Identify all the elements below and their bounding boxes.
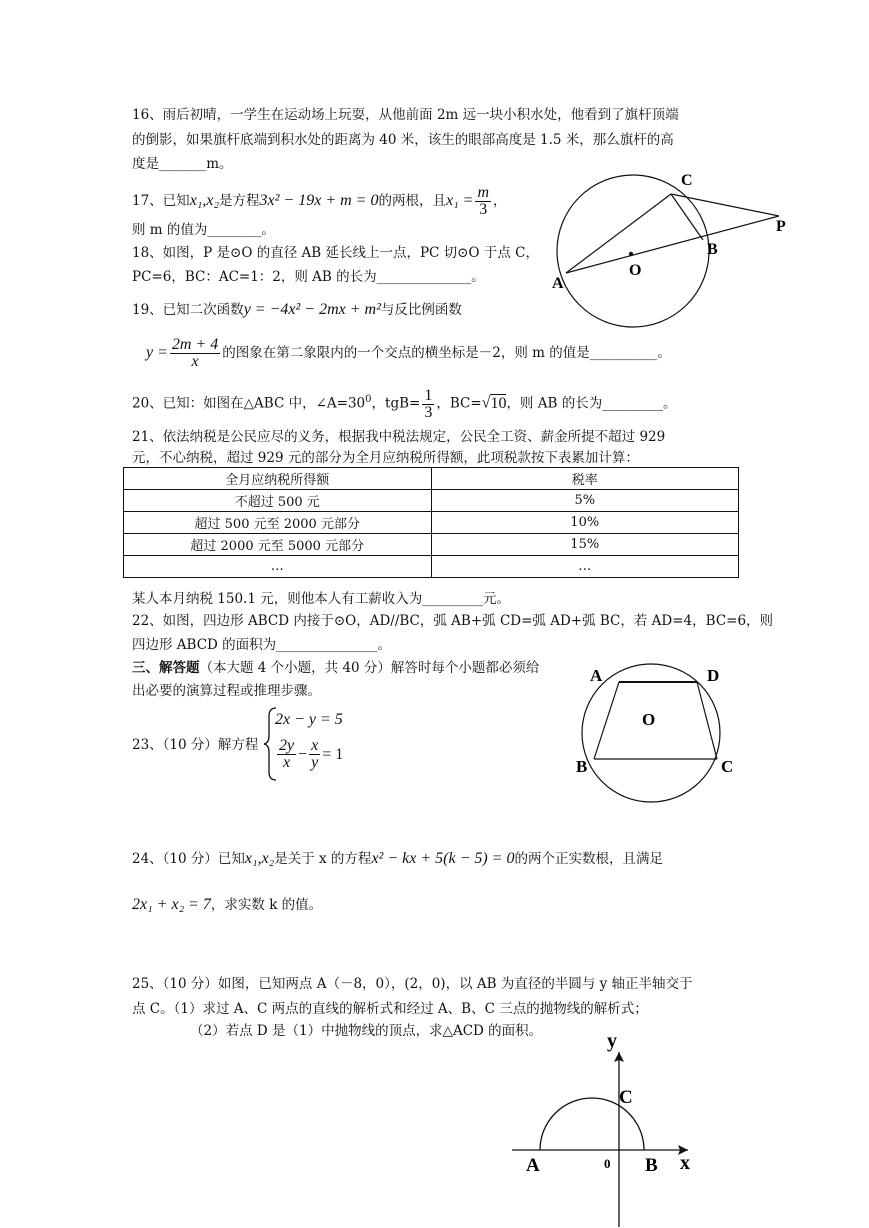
section3-title: 三、解答题	[132, 660, 200, 676]
section3-line1-rest: （本大题 4 个小题，共 40 分）解答时每个小题都必须给	[199, 660, 540, 676]
fig25-label-b: B	[645, 1155, 658, 1176]
q19-suffix: 与反比例函数	[380, 302, 462, 318]
fig18-label-b: B	[707, 241, 718, 258]
q20-suffix: ，则 AB 的长为_________。	[506, 395, 677, 412]
q19-frac-den: x	[191, 353, 199, 370]
fig18-line-cp	[671, 194, 779, 216]
q25-line1: 25、（10 分）如图，已知两点 A（－8，0），(2，0)，以 AB 为直径的半圆与 y 轴正半轴交于	[132, 976, 693, 992]
q23-frac2-den: y	[311, 754, 319, 771]
tax-rate-table	[123, 467, 739, 578]
q24-cond-suffix: ，求实数 k 的值。	[210, 897, 323, 913]
figure-q22	[572, 655, 752, 813]
q24-condition: 2x₁ + x₂ = 7	[132, 896, 211, 913]
q19-prefix: 19、已知二次函数	[132, 302, 244, 318]
q17-vars: x₁,x₂	[189, 192, 220, 209]
table-cell: 不超过 500 元	[124, 490, 432, 512]
q17-frac-den: 3	[479, 201, 488, 218]
q17-equation: 3x² − 19x + m = 0	[259, 192, 379, 209]
fig22-label-c: C	[721, 757, 734, 776]
q21-after: 某人本月纳税 150.1 元，则他本人有工薪收入为_________元。	[132, 591, 510, 607]
fig22-label-d: D	[707, 666, 720, 685]
fig22-line-ab	[594, 682, 619, 759]
q16-line3: 度是_______m。	[132, 156, 233, 172]
q20-frac-num: 1	[424, 386, 433, 404]
table-cell: 5%	[431, 490, 739, 512]
table-row	[124, 490, 739, 512]
q24-prefix: 24、（10 分）已知	[132, 851, 245, 867]
table-cell: …	[431, 556, 739, 578]
q19-quadratic: y = −4x² − 2mx + m²	[243, 301, 381, 318]
q23-eq1: 2x − y = 5	[275, 711, 343, 728]
fig25-label-c: C	[619, 1087, 633, 1108]
q23-frac1	[277, 738, 296, 771]
q20-sqrt: √10	[481, 394, 507, 412]
figure-q25	[505, 1022, 705, 1228]
q23-minus: −	[298, 746, 308, 763]
q24-line1	[132, 849, 663, 869]
table-header-rate: 税率	[431, 468, 739, 490]
q23-frac1-num: 2y	[279, 737, 295, 754]
fig25-label-x: x	[680, 1152, 690, 1174]
q24-line2	[132, 895, 322, 915]
q20-sqrt-value: 10	[490, 394, 507, 412]
q24-equation: x² − kx + 5(k − 5) = 0	[371, 850, 515, 867]
table-cell: 15%	[431, 534, 739, 556]
q23-eq2	[275, 738, 343, 771]
q19-frac-num: 2m + 4	[171, 336, 219, 353]
table-header-income: 全月应纳税所得额	[124, 468, 432, 490]
q19-line1	[132, 300, 462, 320]
q20-degree: 0	[365, 394, 372, 405]
q24-middle: 是关于 x 的方程	[274, 851, 372, 867]
section3-line2: 出必要的演算过程或推理步骤。	[132, 683, 321, 699]
q23-prefix: 23、（10 分）解方程	[132, 737, 259, 753]
q20-tg: ，tgB=	[371, 395, 421, 412]
table-row	[124, 556, 739, 578]
fig18-label-a: A	[552, 275, 564, 292]
q16-line1: 16、雨后初晴，一学生在运动场上玩耍，从他前面 2m 远一块小积水处，他看到了旗杆顶端	[132, 107, 679, 123]
table-row	[124, 534, 739, 556]
q20-prefix: 20、已知：如图在△ABC 中，∠A=30	[132, 395, 366, 412]
q20-line	[132, 382, 676, 422]
table-header-row	[124, 468, 739, 490]
fig22-label-b: B	[576, 757, 588, 776]
q17-middle: 是方程	[219, 193, 260, 209]
q19-lhs: y =	[146, 344, 168, 361]
fig18-line-ac	[566, 194, 671, 273]
q23-rhs: = 1	[322, 746, 344, 763]
q23-frac1-den: x	[283, 754, 291, 771]
fig18-line-cb	[671, 194, 703, 240]
fig18-label-o: O	[629, 262, 642, 279]
table-cell: 超过 500 元至 2000 元部分	[124, 512, 432, 534]
table-cell: …	[124, 556, 432, 578]
fig18-line-ap	[566, 216, 779, 273]
fig18-label-p: P	[776, 218, 786, 235]
q17-suffix: 的两根，且	[378, 193, 446, 209]
q24-vars: x₁,x₂	[244, 850, 275, 867]
q21-line1: 21、依法纳税是公民应尽的义务，根据我中税法规定，公民全工资、薪金所提不超过 929	[132, 429, 666, 445]
q19-line2-rest: 的图象在第二象限内的一个交点的横坐标是－2，则 m 的值是__________。	[222, 345, 671, 361]
q22-line1: 22、如图，四边形 ABCD 内接于⊙O，AD//BC，弧 AB+弧 CD=弧 AD+弧 BC，若 AD=4，BC=6，则	[132, 613, 774, 629]
fig18-center-dot	[629, 252, 633, 256]
section3-line1	[132, 659, 539, 677]
q23-frac2-num: x	[311, 737, 319, 754]
fig25-label-origin: 0	[604, 1156, 611, 1171]
q17-prefix: 17、已知	[132, 193, 190, 209]
table-cell: 超过 2000 元至 5000 元部分	[124, 534, 432, 556]
q21-line2: 元，不心纳税，超过 929 元的部分为全月应纳税所得额，此项税款按下表累加计算：	[132, 450, 639, 466]
q18-line2: PC=6，BC：AC=1：2，则 AB 的长为______________。	[132, 269, 485, 285]
table-row	[124, 512, 739, 534]
q18-line1: 18、如图，P 是⊙O 的直径 AB 延长线上一点，PC 切⊙O 于点 C，	[132, 245, 539, 261]
fig25-label-y: y	[607, 1030, 617, 1052]
q25-line3: （2）若点 D 是（1）中抛物线的顶点，求△ACD 的面积。	[190, 1023, 543, 1039]
figure-q18	[545, 165, 795, 335]
q20-bc: ，BC=	[436, 395, 482, 412]
q20-fraction	[422, 388, 434, 421]
q17-frac-num: m	[477, 184, 489, 201]
table-cell: 10%	[431, 512, 739, 534]
fig25-label-a: A	[526, 1155, 540, 1176]
fig18-circle	[557, 175, 709, 327]
q17-line2: 则 m 的值为________。	[132, 222, 275, 238]
fig22-label-o: O	[642, 710, 656, 729]
q19-fraction	[170, 337, 220, 370]
q17-fraction	[475, 185, 491, 218]
q20-frac-den: 3	[424, 403, 433, 421]
fig18-label-c: C	[681, 172, 693, 189]
fig22-label-a: A	[590, 666, 603, 685]
q16-line2: 的倒影，如果旗杆底端到积水处的距离为 40 米，该生的眼部高度是 1.5 米，那么旗杆的高	[132, 132, 674, 148]
q22-line2: 四边形 ABCD 的面积为_______________。	[132, 637, 391, 653]
q25-line2: 点 C。（1）求过 A、C 两点的直线的解析式和经过 A、B、C 三点的抛物线的解析式；	[132, 1001, 648, 1017]
q24-suffix: 的两个正实数根，且满足	[514, 851, 663, 867]
q23-frac2	[309, 738, 320, 771]
q19-line2	[146, 336, 671, 370]
q17-line1	[132, 185, 507, 218]
q17-comma: ，	[493, 193, 507, 209]
q17-cond-lhs: x₁ =	[445, 192, 474, 209]
